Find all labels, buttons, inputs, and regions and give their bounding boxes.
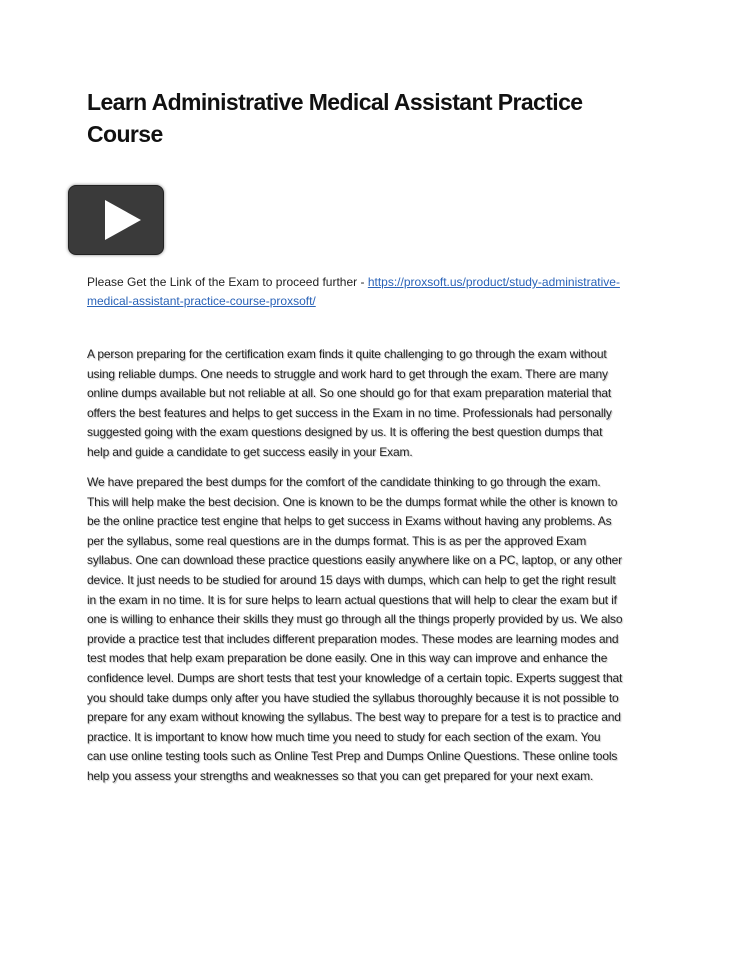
text-line: practice. It is important to know how much time you need to study for each section of the exam. You (87, 729, 601, 744)
play-button[interactable] (68, 185, 164, 255)
title-line: Course (87, 121, 163, 147)
intro-paragraph (87, 273, 620, 311)
text-line: help and guide a candidate to get success easily in your Exam. (87, 444, 413, 459)
text-line: can use online testing tools such as Online Test Prep and Dumps Online Questions. These online tools (87, 749, 618, 764)
text-line: offers the best features and helps to get success in the Exam in no time. Professionals had personally (87, 405, 612, 420)
text-line: We have prepared the best dumps for the comfort of the candidate thinking to go through the exam. (87, 475, 601, 489)
paragraph-2 (87, 473, 622, 787)
text-line: device. It just needs to be studied for around 15 days with dumps, which can help to get the right result (87, 572, 616, 587)
text-line: in the exam in no time. It is for sure helps to learn actual questions that will help to clear the exam but if (87, 592, 617, 607)
exam-link-continued[interactable]: medical-assistant-practice-course-proxsoft/ (87, 294, 316, 308)
text-line: suggested going with the exam questions designed by us. It is offering the best question dumps that (87, 425, 603, 440)
play-icon (105, 200, 141, 240)
text-line: test modes that help exam preparation be done easily. One in this way can improve and enhance the (87, 651, 608, 666)
text-line: This will help make the best decision. One is known to be the dumps format while the other is known to (87, 494, 618, 509)
text-line: one is willing to enhance their skills they must go through all the things properly provided by us. We also (87, 612, 623, 627)
text-line: using reliable dumps. One needs to struggle and work hard to get through the exam. There are many (87, 366, 608, 381)
text-line: confidence level. Dumps are short tests that test your knowledge of a certain topic. Experts suggest that (87, 670, 623, 685)
paragraph-1 (87, 345, 612, 463)
exam-link[interactable]: https://proxsoft.us/product/study-administrative- (367, 275, 620, 289)
text-line: syllabus. One can download these practice questions easily anywhere like on a PC, laptop, or any other (87, 553, 623, 568)
text-line: help you assess your strengths and weaknesses so that you can get prepared for your next exam. (87, 768, 594, 783)
text-line: provide a practice test that includes different preparation modes. These modes are learning modes and (87, 631, 619, 646)
text-line: prepare for any exam without knowing the syllabus. The best way to prepare for a test is to practice and (87, 710, 621, 725)
text-line: you should take dumps only after you have studied the syllabus thoroughly because it is not possible to (87, 690, 619, 705)
intro-text: Please Get the Link of the Exam to proceed further - (87, 275, 368, 289)
title-line: Learn Administrative Medical Assistant Practice (87, 89, 583, 115)
text-line: be the online practice test engine that helps to get success in Exams without having any problems. As (87, 514, 612, 529)
text-line: A person preparing for the certification exam finds it quite challenging to go through the exam without (87, 347, 607, 361)
page-title (87, 86, 582, 150)
text-line: online dumps available but not reliable at all. So one should go for that exam preparation material that (87, 386, 612, 401)
text-line: per the syllabus, some real questions are in the dumps format. This is as per the approved Exam (87, 533, 587, 548)
